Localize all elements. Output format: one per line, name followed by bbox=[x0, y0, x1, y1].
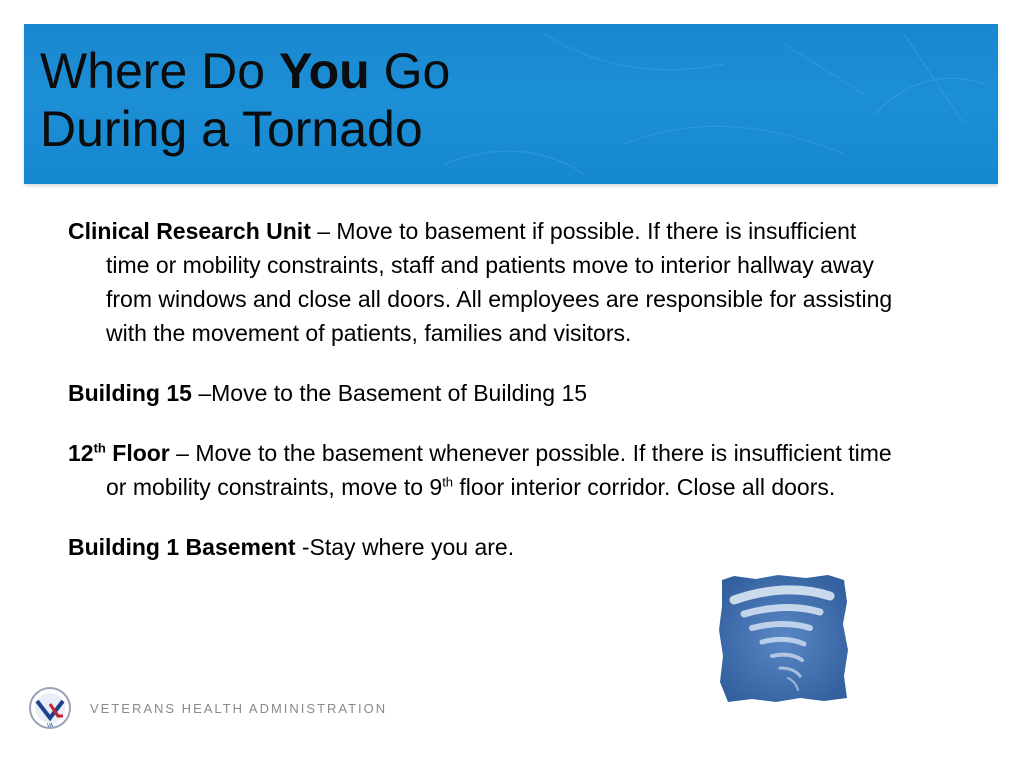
title-line1-post: Go bbox=[369, 43, 451, 99]
heading-num: 12 bbox=[68, 440, 94, 466]
page-title bbox=[40, 42, 450, 158]
tornado-image bbox=[716, 572, 850, 704]
heading-rest: Floor bbox=[105, 440, 170, 466]
title-banner bbox=[24, 24, 998, 184]
item-text: -Stay where you are. bbox=[295, 534, 515, 560]
item-heading: Building 15 bbox=[68, 380, 192, 406]
content-body bbox=[68, 214, 898, 590]
item-text-sup: th bbox=[442, 474, 454, 490]
item-12th-floor bbox=[68, 436, 898, 504]
item-heading bbox=[68, 440, 170, 466]
item-building-1-basement bbox=[68, 530, 898, 564]
item-heading: Building 1 Basement bbox=[68, 534, 296, 560]
title-line2: During a Tornado bbox=[40, 101, 423, 157]
logo-text: VA bbox=[46, 723, 54, 729]
item-building-15 bbox=[68, 376, 898, 410]
item-text-a: – Move to the basement whenever possible. If there is insufficient time or mobility constraints, move to 9 bbox=[106, 440, 892, 500]
item-clinical-research-unit bbox=[68, 214, 898, 350]
heading-sup: th bbox=[93, 440, 106, 456]
item-text-b: floor interior corridor. Close all doors. bbox=[453, 474, 836, 500]
va-logo-icon bbox=[28, 686, 72, 730]
footer-org-name: VETERANS HEALTH ADMINISTRATION bbox=[90, 700, 388, 716]
item-heading: Clinical Research Unit bbox=[68, 218, 311, 244]
footer bbox=[28, 686, 387, 730]
item-text: – Move to basement if possible. If there is insufficient time or mobility constraints, staff and patients move to interior hallway away from windows and close all doors. All employees are responsible for assisting with the movement of patients, families and visitors. bbox=[106, 218, 893, 346]
item-text: –Move to the Basement of Building 15 bbox=[191, 380, 588, 406]
title-line1-pre: Where Do bbox=[40, 43, 279, 99]
title-line1-bold: You bbox=[278, 43, 370, 99]
